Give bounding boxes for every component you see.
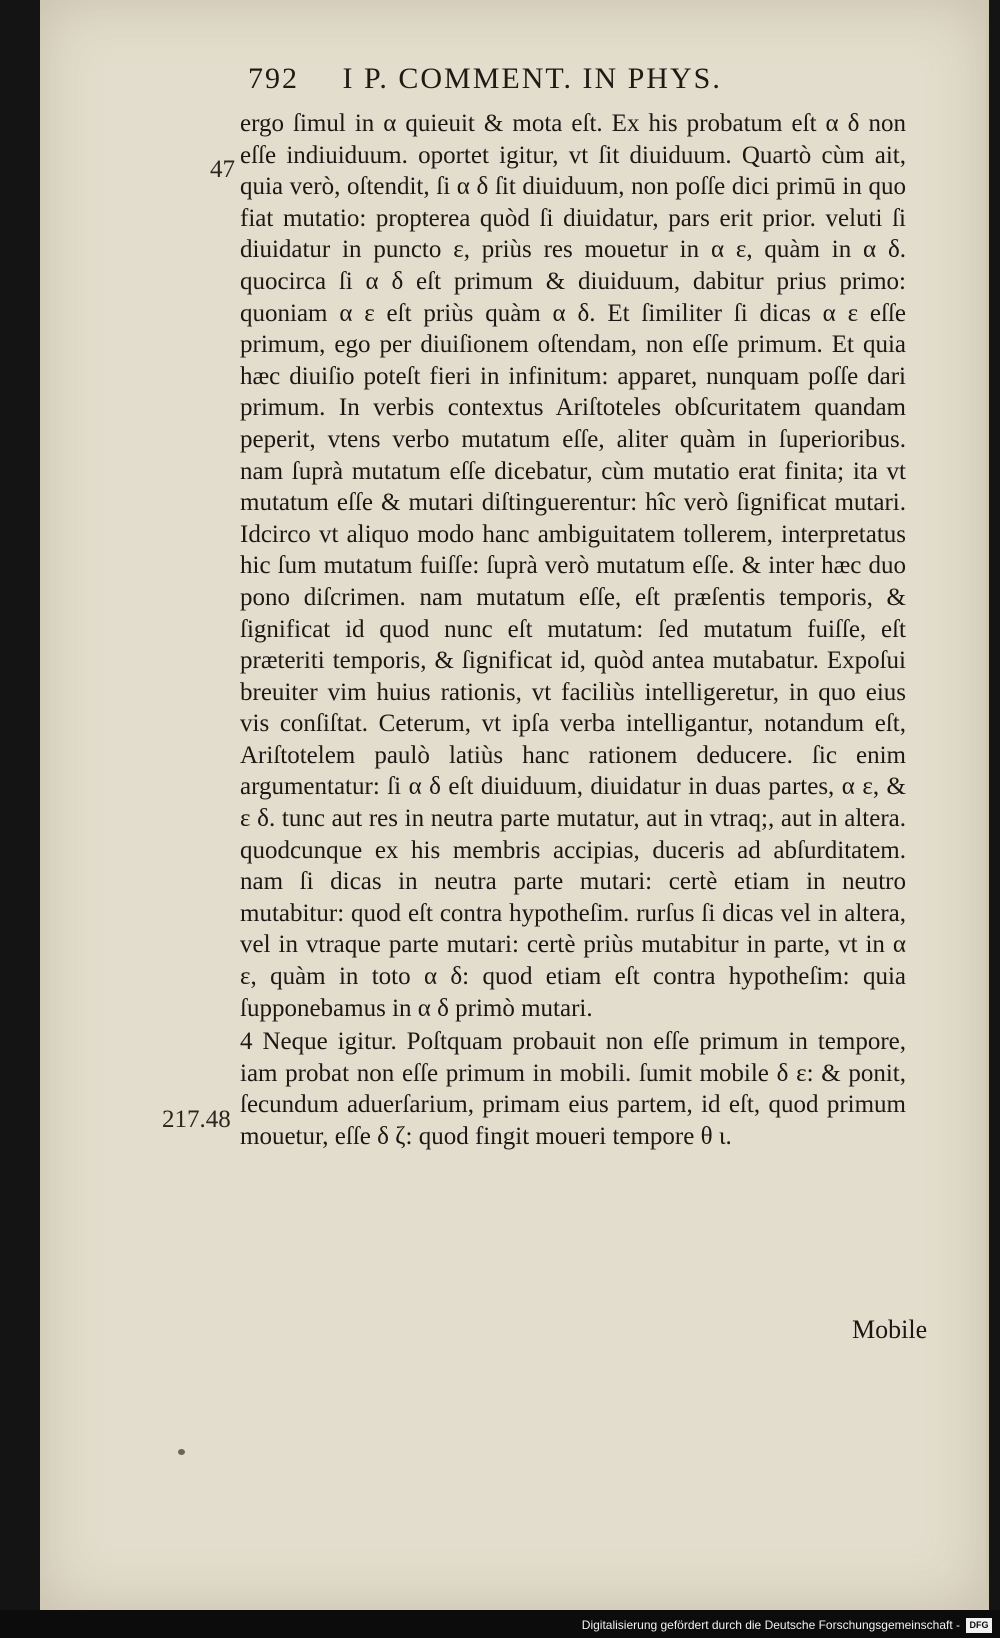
catchword: Mobile: [852, 1315, 928, 1344]
paragraph: ergo ſimul in α quieuit & mota eſt. Ex his probatum eſt α δ non eſſe indiuiduum. oportet igitur, vt ſit diuiduum. Quartò cùm ait, quia verò, oſtendit, ſi α δ ſit diuiduum, non poſſe dici primū in quo fiat mutatio: propterea quòd ſi diuidatur, pars erit prior. veluti ſi diuidatur in puncto ε, priùs res mouetur in α ε, quàm in α δ. quocirca ſi α δ eſt primum & diuiduum, dabitur prius primo: quoniam α ε eſt priùs quàm α δ. Et ſimiliter ſi dicas α ε eſſe primum, ego per diuiſionem oſtendam, non eſſe primum. Et quia hæc diuiſio poteſt fieri in infinitum: apparet, nunquam poſſe dari primum. In verbis contextus Ariſtoteles obſcuritatem quandam peperit, vtens verbo mutatum eſſe, aliter quàm in ſuperioribus. nam ſuprà mutatum eſſe dicebatur, cùm mutatio erat finita; ita vt mutatum eſſe & mutari diſtinguerentur: hîc verò ſignificat mutari. Idcirco vt aliquo modo hanc ambiguitatem tollerem, interpretatus hic ſum mutatum fuiſſe: ſuprà verò mutatum eſſe. & inter hæc duo pono diſcrimen. nam mutatum eſſe, eſt præſentis temporis, & ſignificat id quod nunc eſt mutatum: ſed mutatum fuiſſe, eſt præteriti temporis, & ſignificat id, quòd antea mutabatur. Expoſui breuiter vim huius rationis, vt faciliùs intelligeretur, in quo eius vis conſiſtat. Ceterum, vt ipſa verba intelligantur, notandum eſt, Ariſtotelem paulò latiùs hanc rationem deducere. ſic enim argumentatur: ſi α δ eſt diuiduum, diuidatur in duas partes, α ε, & ε δ. tunc aut res in neutra parte mutatur, aut in vtraq;, aut in altera. quodcunque ex his membris accipias, duceris ad abſurditatem. nam ſi dicas in neutra parte mutari: certè etiam in neutro mutabitur: quod eſt contra hypotheſim. rurſus ſi dicas vel in altera, vel in vtraque parte mutari: certè priùs mutabitur in parte, vt in α ε, quàm in toto α δ: quod etiam eſt contra hypotheſim: quia ſupponebamus in α δ primò mutari.: [240, 110, 906, 1022]
footer-bar: [0, 1610, 1000, 1638]
funding-notice: Digitalisierung gefördert durch die Deutsche Forschungsgemeinschaft -: [581, 1618, 960, 1632]
dfg-logo-icon: DFG: [966, 1618, 992, 1633]
running-header: [248, 62, 888, 96]
running-title: I P. COMMENT. IN PHYS.: [342, 62, 722, 95]
body-text: [240, 108, 906, 1153]
paragraph: 4 Neque igitur. Poſtquam probauit non eſſe primum in tempore, iam probat non eſſe primum in mobili. ſumit mobile δ ε: & ponit, ſecundum aduerſarium, primam eius partem, id eſt, quod primum mouetur, eſſe δ ζ: quod fingit moueri tempore θ ι.: [240, 1028, 906, 1150]
paper-speck: [178, 1449, 185, 1455]
margin-reference: 217.48: [162, 1106, 231, 1133]
page-number: 792: [248, 62, 299, 95]
margin-reference: 47: [210, 156, 235, 183]
